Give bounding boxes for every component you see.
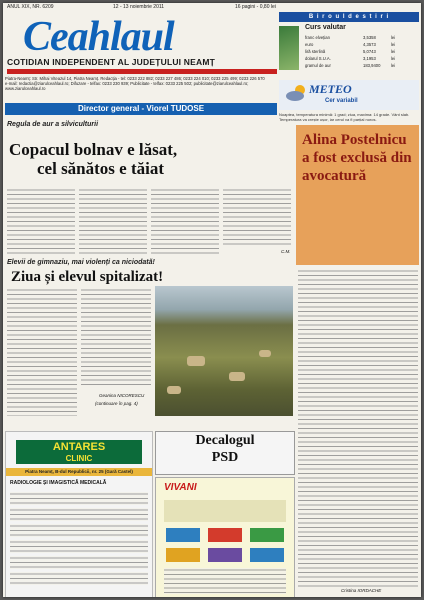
currency-value: 5,0743	[363, 49, 376, 54]
currency-name: euro	[305, 42, 314, 47]
currency-name: franc elvețian	[305, 35, 330, 40]
ad-service-row	[10, 556, 148, 569]
weather-box	[279, 80, 419, 110]
ad-service-row	[10, 492, 148, 505]
lead-body-col-2	[79, 188, 147, 254]
weather-text: Noaptea, temperatura minimă: 1 grad; ziua, maxima: 14 grade. Vânt slab. Temperatura va crește ușor, iar cerul va fi parțial noros.	[279, 112, 410, 122]
sponsor-logo	[166, 528, 200, 542]
currency-value: 183,9400	[363, 63, 381, 68]
second-headline: Ziua și elevul spitalizat!	[11, 269, 164, 285]
director-bar: Director general - Viorel TUDOSE	[5, 103, 277, 115]
weather-forecast: Cer variabil	[325, 98, 358, 104]
currency-value: 3,5358	[363, 35, 376, 40]
decalog-subtitle: PSD	[211, 450, 239, 465]
sponsor-logo	[208, 548, 242, 562]
opinion-headline: Alina Postelnicu a fost exclusă din avocatură	[302, 132, 412, 184]
currency-name: gramul de aur	[305, 63, 331, 68]
currency-unit: lei	[391, 49, 396, 54]
currency-name: liră sterlină	[305, 49, 326, 54]
ad-service-row	[10, 508, 148, 521]
vivani-ad	[155, 477, 295, 597]
issue-date: 12 - 13 noiembrie 2011	[113, 4, 165, 10]
radiology-heading: RADIOLOGIE ȘI IMAGISTICĂ MEDICALĂ	[10, 480, 107, 486]
masthead	[5, 12, 277, 76]
antares-address: Piatra Neamț, B-dul Republicii, nr. 25 (Gară Castel)	[6, 468, 152, 476]
newspaper-front-page	[3, 3, 421, 597]
sponsor-logo	[166, 548, 200, 562]
lead-headline-1: Copacul bolnav e lăsat,	[9, 140, 178, 159]
ad-service-row	[10, 540, 148, 553]
vivani-logo: VIVANI	[164, 482, 197, 493]
address-line-1: Piatra-Neamț: Str. Mihai Viteazul 14, Piatra Neamț. Redacția - tel: 0233 222 882; 0233 227 486; 0233 224 010; 0233 225 499; 0233 226 570	[5, 76, 265, 81]
decalog-psd-box	[155, 431, 295, 475]
currency-box	[279, 24, 419, 78]
top-strip	[3, 3, 421, 12]
nameplate: Ceahlaul	[23, 14, 174, 60]
news-office-banner: B i r o u l d e s t i r i	[279, 12, 419, 22]
currency-name: dolarul S.U.A.	[305, 56, 331, 61]
antares-logo: ANTARES	[16, 440, 142, 454]
antares-logo-sub: CLINIC	[16, 454, 142, 464]
opinion-body	[298, 269, 418, 587]
sponsor-logo	[250, 528, 284, 542]
currency-unit: lei	[391, 35, 396, 40]
tree-stump	[187, 356, 205, 366]
lead-headline-2: cel sănătos e tăiat	[37, 159, 165, 178]
opinion-author: Cristina IORDACHE	[341, 588, 382, 593]
currency-value: 4,3573	[363, 42, 376, 47]
cloud-sun-icon	[285, 83, 309, 103]
opinion-box	[296, 125, 419, 265]
lead-body-col-1	[7, 188, 75, 254]
vivani-fine-print	[164, 568, 286, 594]
lead-kicker: Regula de aur a silviculturii	[7, 121, 99, 128]
second-kicker: Elevii de gimnaziu, mai violenți ca niciodată!	[7, 259, 155, 266]
nameplate-subtitle: COTIDIAN INDEPENDENT AL JUDEȚULUI NEAMȚ	[7, 57, 216, 67]
tree-stump	[229, 372, 245, 381]
second-byline: Geanina NICORESCU	[99, 393, 145, 398]
currency-photo	[279, 26, 299, 70]
decalog-title: Decalogul	[195, 433, 255, 448]
currency-value: 3,1953	[363, 56, 376, 61]
lead-body-col-3	[151, 188, 219, 254]
second-continued: (continuare în pag. 4)	[95, 401, 138, 406]
second-body-col-2	[81, 288, 151, 388]
weather-logo: METEO	[309, 82, 352, 96]
currency-unit: lei	[391, 56, 396, 61]
vivani-banner	[164, 500, 286, 522]
currency-unit: lei	[391, 42, 396, 47]
address-line-2: e-mail: redactia@ziarulceahlaul.ro; Difuzare - telfax: 0233 230 939; Publicitate - telfax: 0233 225 502; publicitate@ziarulceahlaul.ro; www.ziarulceahlaul.ro	[5, 81, 249, 91]
ad-service-row	[10, 524, 148, 537]
lead-signature: C.M.	[281, 249, 291, 254]
issue-price: 16 pagini - 0,80 lei	[235, 4, 276, 10]
antares-clinic-ad	[5, 431, 153, 597]
masthead-address	[5, 76, 277, 96]
lead-body-col-4	[223, 188, 291, 248]
currency-unit: lei	[391, 63, 396, 68]
tree-stump	[259, 350, 271, 357]
tree-stump	[167, 386, 181, 394]
issue-number: ANUL XIX, NR. 6209	[7, 4, 54, 10]
sponsor-logo	[250, 548, 284, 562]
masthead-red-bar	[7, 69, 277, 74]
sponsor-logo	[208, 528, 242, 542]
forest-stumps-photo	[155, 286, 293, 416]
ad-service-row	[10, 572, 148, 585]
second-body-col-1	[7, 288, 77, 416]
currency-title: Curs valutar	[305, 24, 346, 31]
